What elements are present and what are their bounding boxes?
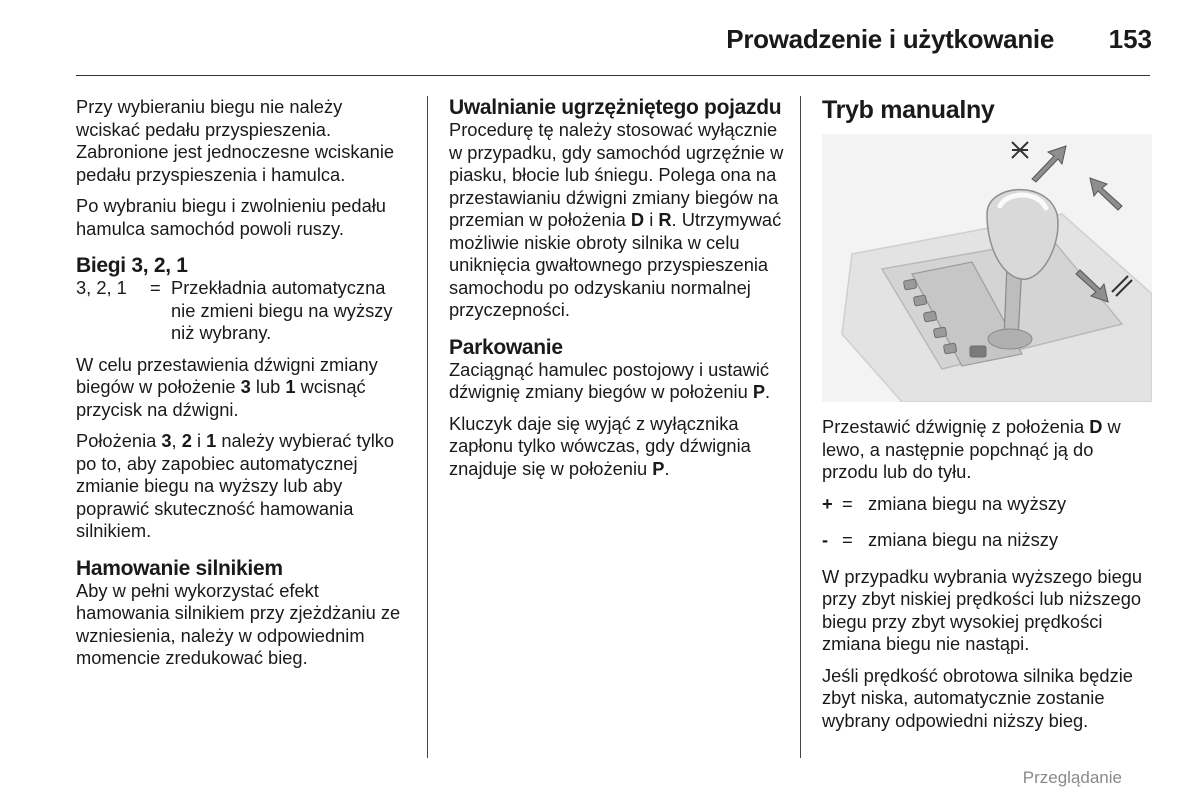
paragraph: W celu przestawienia dźwigni zmiany biegów w położenie 3 lub 1 wcisnąć przycisk na dźwigni.	[76, 353, 378, 420]
paragraph: Przy wybieraniu biegu nie należy wciskać pedału przyspieszenia. Zabronione jest jednoczesne wciskanie pedału przyspieszenia i hamulca.	[76, 96, 395, 185]
shift-up-row	[822, 493, 1152, 516]
equals-sign: =	[842, 492, 853, 514]
definition-term: 3, 2, 1	[76, 277, 127, 298]
definition-equals: =	[150, 277, 161, 298]
equals-sign: =	[842, 529, 853, 550]
paragraph: Kluczyk daje się wyjąć z wyłącznika zapłonu tylko wówczas, gdy dźwignia znajduje się w położeniu P.	[449, 412, 751, 479]
section-heading-tryb: Tryb manualny	[822, 96, 995, 124]
paragraph: Po wybraniu biegu i zwolnieniu pedału hamulca samochód powoli ruszy.	[76, 195, 386, 239]
column-divider	[800, 96, 801, 758]
shift-down-description: zmiana biegu na niższy	[868, 529, 1059, 550]
shift-up-description: zmiana biegu na wyższy	[868, 492, 1067, 514]
paragraph: Położenia 3, 2 i 1 należy wybierać tylko po to, aby zapobiec automatycznej zmianie biegu na wyższy lub aby poprawić skuteczność hamowania silnikiem.	[76, 430, 395, 541]
page-header-title: Prowadzenie i użytkowanie	[726, 24, 1054, 54]
paragraph: Przestawić dźwignię z położenia D w lewo, a następnie popchnąć ją do przodu lub do tyłu.	[822, 416, 1121, 482]
paragraph: Aby w pełni wykorzystać efekt hamowania silnikiem przy zjeżdżaniu ze wzniesienia, należy w odpowiednim momencie zredukować bieg.	[76, 579, 401, 668]
section-heading-biegi: Biegi 3, 2, 1	[76, 254, 188, 277]
header-divider	[76, 75, 1150, 76]
minus-symbol: -	[822, 529, 829, 550]
gear-lever-illustration	[822, 134, 1152, 402]
paragraph: W przypadku wybrania wyższego biegu przy zbyt niskiej prędkości lub niższego biegu przy zbyt wysokiej prędkości zmiana biegu nie nastąpi.	[822, 565, 1143, 654]
paragraph: Procedurę tę należy stosować wyłącznie w przypadku, gdy samochód ugrzęźnie w piasku, błocie lub śniegu. Polega ona na przestawianiu dźwigni zmiany biegów na przemian w położenia D i R. Utrzymywać możliwie niskie obroty silnika w celu uniknięcia gwałtownego przyspieszenia samochodu po odzyskaniu normalnej przyczepności.	[449, 119, 784, 320]
definition-row	[76, 277, 411, 345]
column-2	[449, 96, 789, 489]
column-1	[76, 96, 411, 679]
shift-down-row	[822, 529, 1152, 552]
paragraph: Jeśli prędkość obrotowa silnika będzie zbyt niska, automatycznie zostanie wybrany odpowiedni niższy bieg.	[822, 664, 1133, 731]
column-3	[822, 96, 1152, 741]
section-heading-hamowanie: Hamowanie silnikiem	[76, 556, 283, 580]
gear-lever-drawing	[822, 134, 1152, 402]
column-divider	[427, 96, 428, 758]
paragraph: Zaciągnąć hamulec postojowy i ustawić dźwignię zmiany biegów w położeniu P.	[449, 358, 771, 402]
footer-section-label: Przeglądanie	[1022, 768, 1122, 787]
plus-symbol: +	[822, 492, 833, 514]
page-number: 153	[1108, 24, 1152, 54]
definition-description: Przekładnia automatyczna nie zmieni biegu na wyższy niż wybrany.	[171, 277, 393, 343]
section-heading-uwalnianie: Uwalnianie ugrzężniętego pojazdu	[449, 96, 782, 119]
section-heading-parkowanie: Parkowanie	[449, 335, 563, 359]
